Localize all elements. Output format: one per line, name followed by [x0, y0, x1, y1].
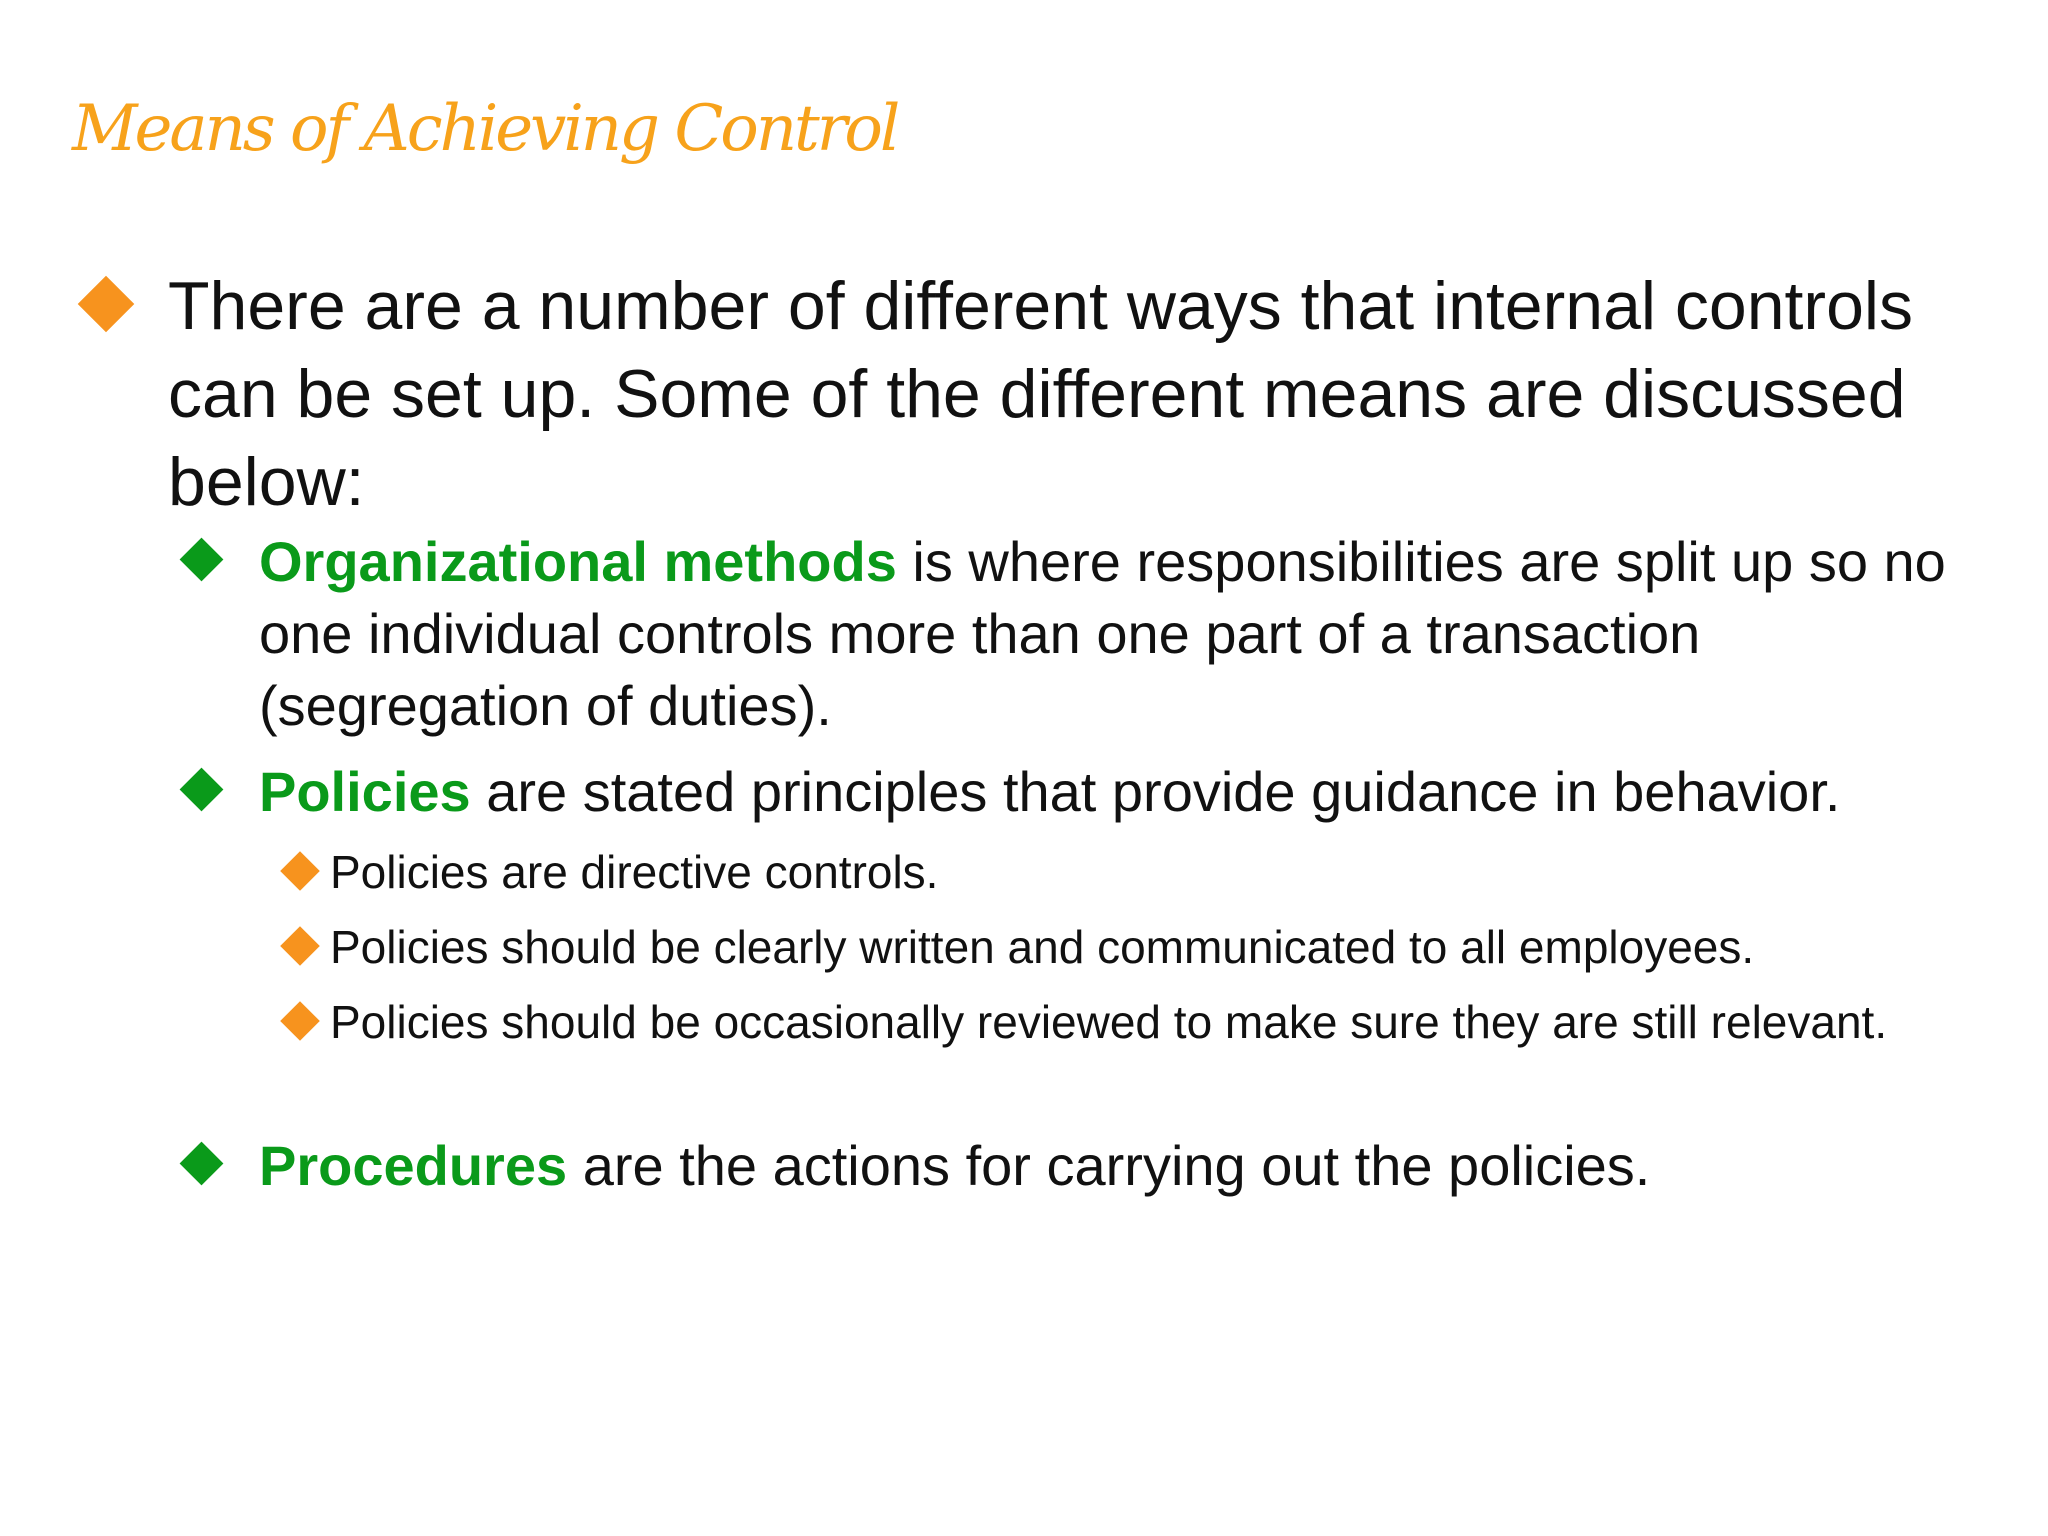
sub-bullet-policies-directive — [282, 841, 1950, 903]
slide-title: Means of Achieving Control — [72, 92, 898, 166]
bullet-text — [259, 526, 2019, 742]
bullet-organizational-methods — [180, 526, 2019, 742]
intro-text: There are a number of different ways that internal controls can be set up. Some of the different means are discussed below: — [168, 268, 1913, 520]
orange-diamond-icon — [280, 926, 320, 966]
keyword-procedures: Procedures — [259, 1134, 568, 1197]
sub-bullet-policies-written — [282, 916, 1950, 978]
sub-bullet-policies-reviewed — [282, 991, 1950, 1053]
bullet-text — [259, 1130, 2019, 1202]
keyword-policies: Policies — [259, 760, 471, 823]
sub-bullet-text: Policies should be clearly written and communicated to all employees. — [330, 921, 1755, 973]
sub-bullet-text: Policies should be occasionally reviewed to make sure they are still relevant. — [330, 996, 1888, 1048]
intro-bullet — [80, 262, 1980, 526]
description-organizational-methods: is where responsibilities are split up so no one individual controls more than one part of a transaction (segregation of duties). — [259, 530, 1946, 737]
sub-bullet-text: Policies are directive controls. — [330, 846, 939, 898]
bullet-policies — [180, 756, 2019, 828]
bullet-procedures — [180, 1130, 2019, 1202]
keyword-organizational-methods: Organizational methods — [259, 530, 897, 593]
green-diamond-icon — [180, 1142, 224, 1186]
orange-diamond-icon — [78, 276, 135, 333]
green-diamond-icon — [180, 538, 224, 582]
bullet-text — [259, 756, 2019, 828]
green-diamond-icon — [180, 768, 224, 812]
orange-diamond-icon — [280, 1001, 320, 1041]
description-policies: are stated principles that provide guidance in behavior. — [470, 760, 1841, 823]
description-procedures: are the actions for carrying out the policies. — [567, 1134, 1651, 1197]
orange-diamond-icon — [280, 851, 320, 891]
